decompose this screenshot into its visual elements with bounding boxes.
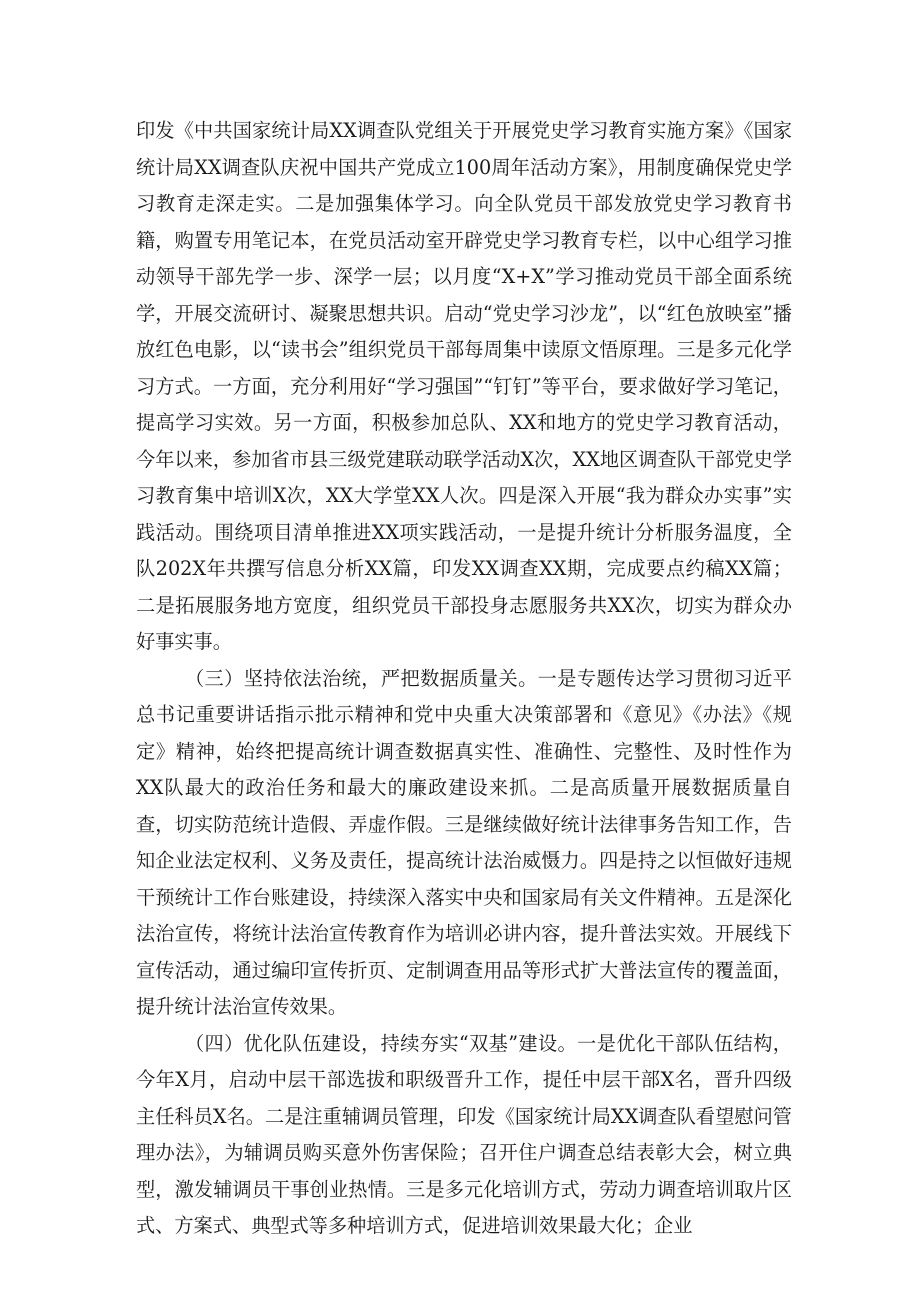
paragraph-continuation: 印发《中共国家统计局XX调查队党组关于开展党史学习教育实施方案》《国家统计局XX调查队庆祝中国共产党成立100周年活动方案》，用制度确保党史学习教育走深走实。二是加强集体学习。向全队党员干部发放党史学习教育书籍，购置专用笔记本，在党员活动室开辟党史学习教育专栏，以中心组学习推动领导干部先学一步、深学一层；以月度“X+X”学习推动党员干部全面系统学，开展交流研讨、凝聚思想共识。启动“党史学习沙龙”，以“红色放映室”播放红色电影，以“读书会”组织党员干部每周集中读原文悟原理。三是多元化学习方式。一方面，充分利用好“学习强国”“钉钉”等平台，要求做好学习笔记，提高学习实效。另一方面，积极参加总队、XX和地方的党史学习教育活动，今年以来，参加省市县三级党建联动联学活动X次，XX地区调查队干部党史学习教育集中培训X次，XX大学堂XX人次。四是深入开展“我为群众办实事”实践活动。围绕项目清单推进XX项实践活动，一是提升统计分析服务温度，全队202X年共撰写信息分析XX篇，印发XX调查XX期，完成要点约稿XX篇；二是拓展服务地方宽度，组织党员干部投身志愿服务共XX次，切实为群众办好事实事。: [136, 119, 792, 653]
paragraph-section-3: （三）坚持依法治统，严把数据质量关。一是专题传达学习贯彻习近平总书记重要讲话指示批示精神和党中央重大决策部署和《意见》《办法》《规定》精神，始终把提高统计调查数据真实性、准确性、完整性、及时性作为XX队最大的政治任务和最大的廉政建设来抓。二是高质量开展数据质量自查，切实防范统计造假、弄虚作假。三是继续做好统计法律事务告知工作，告知企业法定权利、义务及责任，提高统计法治威慑力。四是持之以恒做好违规干预统计工作台账建设，持续深入落实中央和国家局有关文件精神。五是深化法治宣传，将统计法治宣传教育作为培训必讲内容，提升普法实效。开展线下宣传活动，通过编印宣传折页、定制调查用品等形式扩大普法宣传的覆盖面，提升统计法治宣传效果。: [136, 666, 792, 1018]
document-body: [136, 113, 792, 1245]
paragraph-section-4: （四）优化队伍建设，持续夯实“双基”建设。一是优化干部队伍结构，今年X月，启动中层干部选拔和职级晋升工作，提任中层干部X名，晋升四级主任科员X名。二是注重辅调员管理，印发《国家统计局XX调查队看望慰问管理办法》，为辅调员购买意外伤害保险；召开住户调查总结表彰大会，树立典型，激发辅调员干事创业热情。三是多元化培训方式，劳动力调查培训取片区式、方案式、典型式等多种培训方式，促进培训效果最大化；企业: [136, 1031, 792, 1237]
